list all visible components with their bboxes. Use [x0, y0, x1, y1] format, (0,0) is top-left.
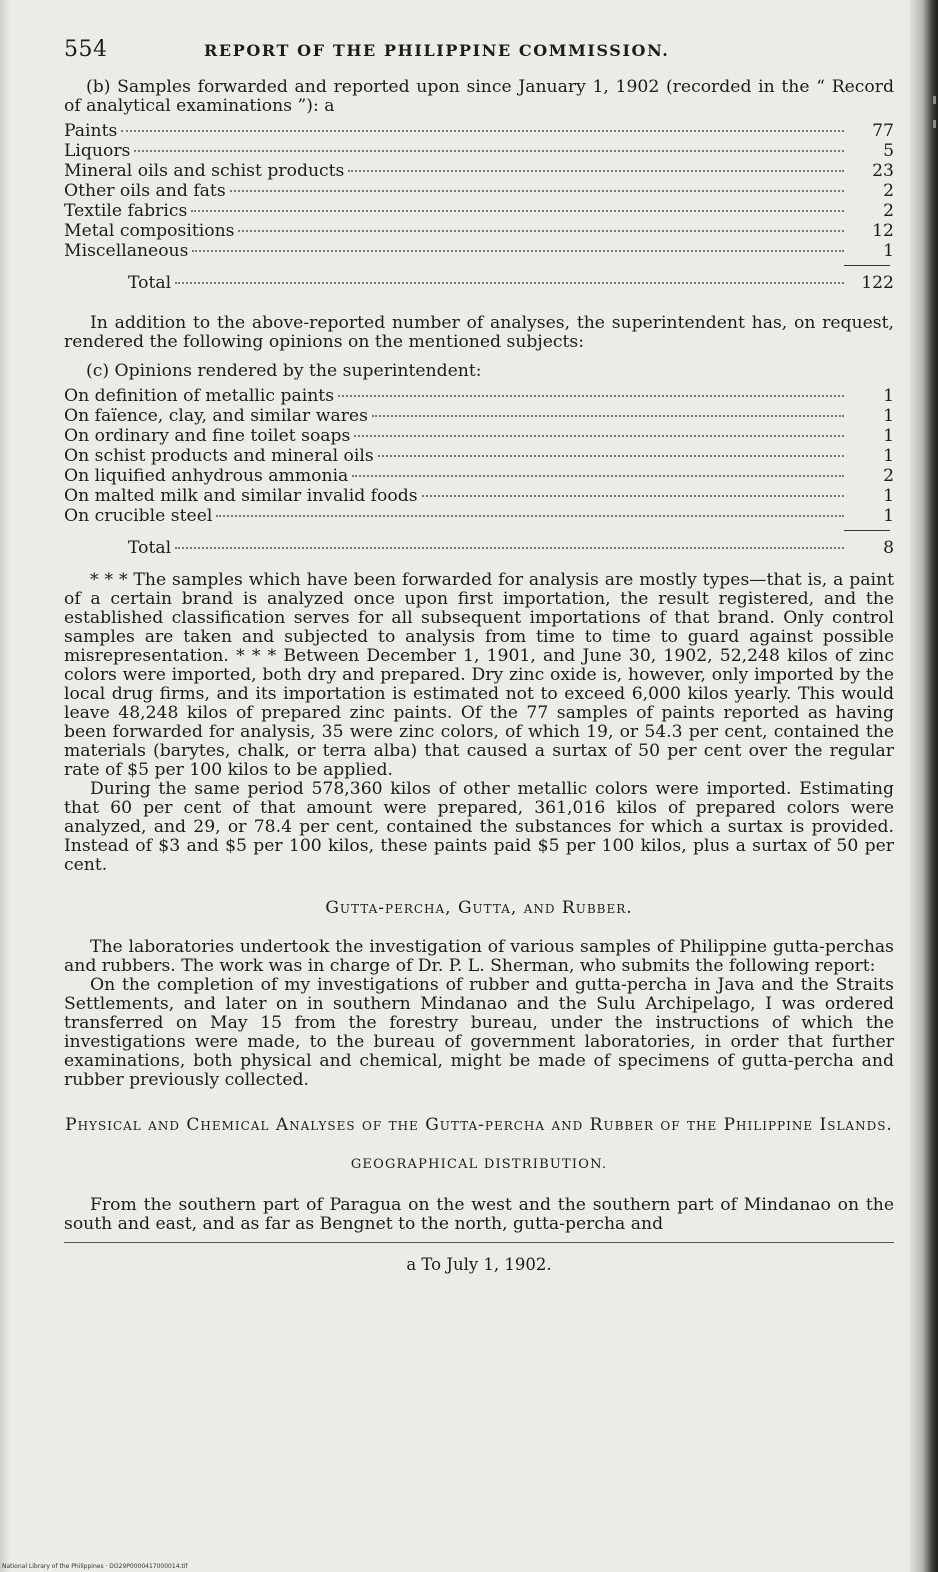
- sample-row-label: Metal compositions: [64, 221, 235, 241]
- samples-table: [64, 122, 894, 262]
- samples-paragraph: * * * The samples which have been forwarded for analysis are mostly types—that is, a paint of a certain brand is analyzed once upon first importation, the result registered, and the established classification serves for all subsequent importations of that brand. Only control samples are taken and subjected to analysis from time to time to guard against possible misrepresentation. * * * Between December 1, 1901, and June 30, 1902, 52,248 kilos of zinc colors were imported, both dry and prepared. Dry zinc oxide is, however, only imported by the local drug firms, and its importation is estimated not to exceed 6,000 kilos yearly. This would leave 48,248 kilos of prepared zinc paints. Of the 77 samples of paints reported as having been forwarded for analysis, 35 were zinc colors, of which 19, or 54.3 per cent, contained the materials (barytes, chalk, or terra alba) that caused a surtax of 50 per cent over the regular rate of $5 per 100 kilos to be applied.: [64, 570, 894, 780]
- dot-leader: [372, 415, 844, 417]
- sample-row-value: 1: [883, 241, 894, 261]
- footnote: a To July 1, 1902.: [406, 1255, 552, 1274]
- opinion-row: [64, 487, 894, 507]
- samples-total-label: Total: [128, 273, 172, 293]
- opinion-row-value: 1: [883, 386, 894, 406]
- sample-row-value: 2: [883, 181, 894, 201]
- analyses-heading: Physical and Chemical Analyses of the Gutta-percha and Rubber of the Philippine Islands.: [65, 1115, 893, 1135]
- sample-row: [64, 182, 894, 202]
- dot-leader: [192, 250, 844, 252]
- opinions-intro: In addition to the above-reported number of analyses, the superintendent has, on request, rendered the following opinions on the mentioned subjects:: [64, 313, 894, 352]
- sample-row-value: 77: [872, 121, 894, 141]
- opinion-row-label: On schist products and mineral oils: [64, 446, 374, 466]
- opinions-total-value: 8: [883, 538, 894, 558]
- sample-row-label: Liquors: [64, 141, 131, 161]
- opinion-row-label: On crucible steel: [64, 506, 213, 526]
- total-rule: [844, 530, 890, 531]
- dot-leader: [175, 282, 844, 284]
- sample-row-label: Other oils and fats: [64, 181, 226, 201]
- section-b-intro: (b) Samples forwarded and reported upon since January 1, 1902 (recorded in the “ Record of analytical examinations ”): a: [64, 77, 894, 116]
- section-c-intro: (c) Opinions rendered by the superintendent:: [86, 361, 482, 381]
- total-rule: [844, 265, 890, 266]
- opinion-row-value: 1: [883, 446, 894, 466]
- dot-leader: [352, 475, 844, 477]
- opinion-row-label: On liquified anhydrous ammonia: [64, 466, 349, 486]
- dot-leader: [378, 455, 844, 457]
- opinion-row-label: On malted milk and similar invalid foods: [64, 486, 418, 506]
- gutter-mark: [933, 96, 936, 104]
- report-paragraph: On the completion of my investigations of rubber and gutta-percha in Java and the Straits Settlements, and later on in southern Mindanao and the Sulu Archipelago, I was ordered transferred on May 15 from the forestry bureau, under the instructions of which the investigations were made, to the bureau of government laboratories, in order that further examinations, both physical and chemical, might be made of specimens of gutta-percha and rubber previously collected.: [64, 975, 894, 1090]
- page-number: 554: [64, 37, 108, 62]
- library-imprint: National Library of the Philippines · DO29P0000417000014.tif: [2, 1563, 188, 1570]
- dot-leader: [338, 395, 844, 397]
- opinion-row: [64, 507, 894, 527]
- dot-leader: [422, 495, 844, 497]
- metallic-colors-paragraph: During the same period 578,360 kilos of other metallic colors were imported. Estimating that 60 per cent of that amount were prepared, 361,016 kilos of prepared colors were analyzed, and 29, or 78.4 per cent, contained the substances for which a surtax is provided. Instead of $3 and $5 per 100 kilos, these paints paid $5 per 100 kilos, plus a surtax of 50 per cent.: [64, 779, 894, 875]
- sample-row: [64, 162, 894, 182]
- dot-leader: [175, 547, 844, 549]
- sample-row-value: 23: [872, 161, 894, 181]
- page-header: [64, 37, 894, 62]
- sample-row: [64, 142, 894, 162]
- opinion-row: [64, 467, 894, 487]
- opinion-row: [64, 387, 894, 407]
- geographical-distribution-heading: GEOGRAPHICAL DISTRIBUTION.: [350, 1157, 608, 1172]
- opinion-row-value: 1: [883, 486, 894, 506]
- sample-row: [64, 222, 894, 242]
- sample-row: [64, 122, 894, 142]
- opinions-total-row: [64, 539, 894, 559]
- sample-row-value: 2: [883, 201, 894, 221]
- dot-leader: [216, 515, 844, 517]
- sample-row: [64, 242, 894, 262]
- opinion-row: [64, 427, 894, 447]
- scan-edge-left: [0, 0, 10, 1572]
- dot-leader: [354, 435, 844, 437]
- distribution-paragraph: From the southern part of Paragua on the west and the southern part of Mindanao on the south and east, and as far as Bengnet to the north, gutta-percha and: [64, 1195, 894, 1234]
- laboratories-paragraph: The laboratories undertook the investigation of various samples of Philippine gutta-perchas and rubbers. The work was in charge of Dr. P. L. Sherman, who submits the following report:: [64, 937, 894, 976]
- opinion-row-value: 2: [883, 466, 894, 486]
- sample-row-label: Paints: [64, 121, 118, 141]
- dot-leader: [121, 130, 844, 132]
- gutta-percha-heading: Gutta-percha, Gutta, and Rubber.: [325, 898, 633, 918]
- dot-leader: [230, 190, 844, 192]
- sample-row-value: 12: [872, 221, 894, 241]
- gutter-mark: [933, 120, 936, 128]
- samples-total-row: [64, 274, 894, 294]
- opinion-row: [64, 407, 894, 427]
- sample-row-label: Mineral oils and schist products: [64, 161, 345, 181]
- opinion-row-label: On faïence, clay, and similar wares: [64, 406, 368, 426]
- opinions-total-label: Total: [128, 538, 172, 558]
- footnote-rule: [64, 1242, 894, 1243]
- opinion-row-value: 1: [883, 426, 894, 446]
- running-head: REPORT OF THE PHILIPPINE COMMISSION.: [204, 41, 670, 60]
- dot-leader: [238, 230, 844, 232]
- dot-leader: [134, 150, 844, 152]
- opinion-row-value: 1: [883, 506, 894, 526]
- dot-leader: [191, 210, 844, 212]
- samples-total-value: 122: [861, 273, 894, 293]
- opinion-row-value: 1: [883, 406, 894, 426]
- book-gutter: [910, 0, 938, 1572]
- dot-leader: [348, 170, 844, 172]
- sample-row-value: 5: [883, 141, 894, 161]
- sample-row: [64, 202, 894, 222]
- opinion-row: [64, 447, 894, 467]
- opinion-row-label: On definition of metallic paints: [64, 386, 335, 406]
- opinions-table: [64, 387, 894, 527]
- sample-row-label: Textile fabrics: [64, 201, 188, 221]
- opinion-row-label: On ordinary and fine toilet soaps: [64, 426, 351, 446]
- document-page: [64, 37, 894, 1274]
- sample-row-label: Miscellaneous: [64, 241, 189, 261]
